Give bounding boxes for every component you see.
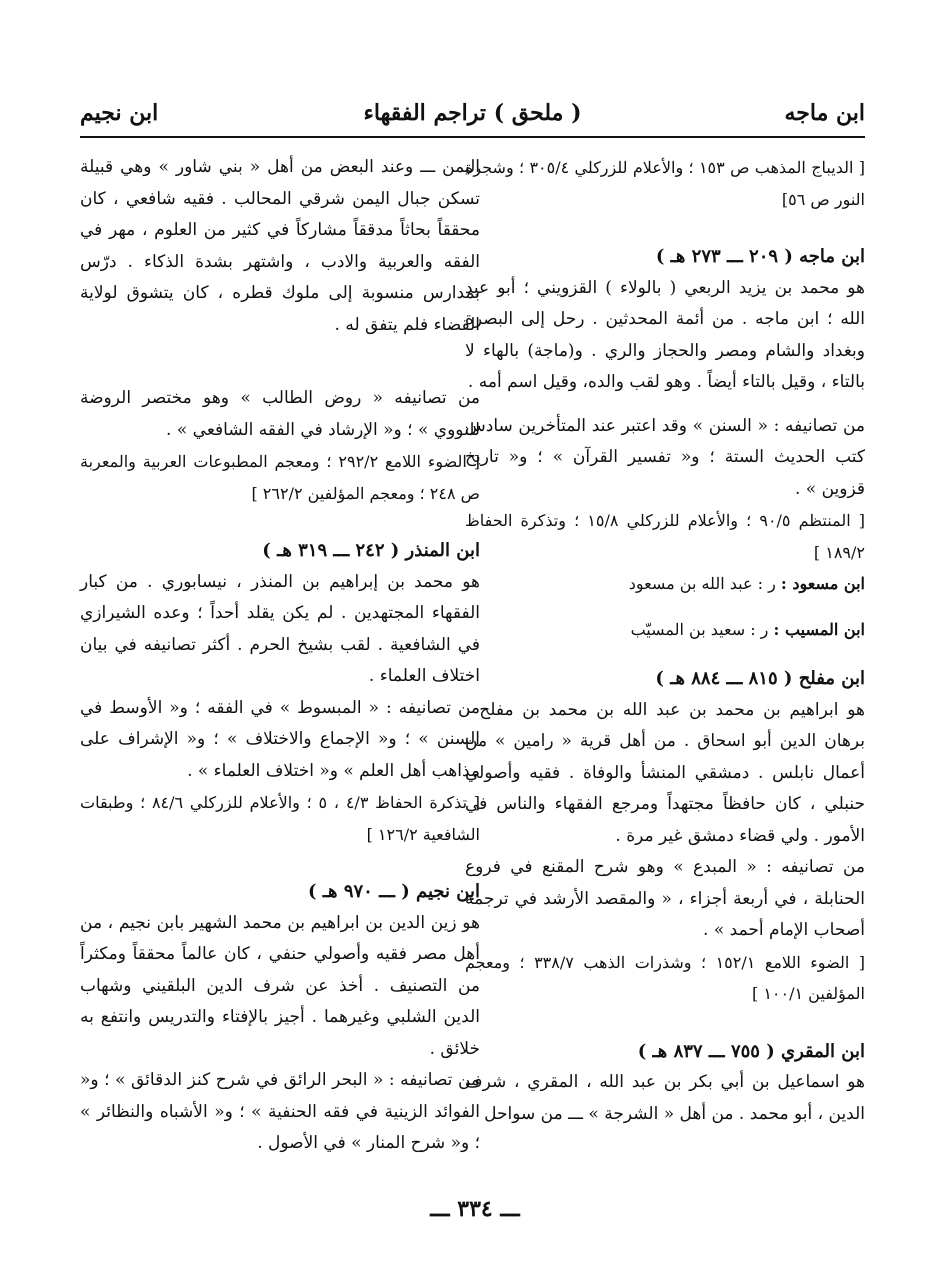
entry-bio-ibn-muqri: هو اسماعيل بن أبي بكر بن عبد الله ، المقري ، شرف الدين ، أبو محمد . من أهل « الشرجة » ـــ من سواحل — [465, 1072, 865, 1124]
entry-works-ibn-muflih: من تصانيفه : « المبدع » وهو شرح المقنع في فروع الحنابلة ، في أربعة أجزاء ، « والمقصد الأرشد في ترجمة أصحاب الإمام أحمد » . — [465, 857, 865, 940]
entry-works-ibn-mundhir: من تصانيفه : « المبسوط » في الفقه ؛ و« الأوسط في السنن » ؛ و« الإجماع والاختلاف » ؛ و« الإشراف على مذاهب أهل العلم » و« اختلاف العلماء » . — [80, 697, 480, 781]
header-center-title: ( ملحق ) تراجم الفقهاء — [363, 100, 582, 126]
cross-reference-ibn-musayyib — [465, 614, 865, 646]
xref-name: ابن المسيب : — [773, 619, 865, 639]
entry-ref-ibn-muqri: [ الضوء اللامع ٢٩٢/٢ ؛ ومعجم المطبوعات العربية والمعربة ص ٢٤٨ ؛ ومعجم المؤلفين ٢٦٢/٢ ] — [80, 452, 480, 503]
entry-continuation: اليمن ـــ وعند البعض من أهل « بني شاور » وهي قبيلة تسكن جبال اليمن شرقي المحالب . فقيه شافعي ، كان محققاً بحاثاً مدققاً مشاركاً في كثير من العلوم ، مهر في الفقه والعربية والادب ، واشتهر بشدة الذكاء . درّس بمدارس منسوبة إلى ملوك قطره ، كان يتشوق لولاية القضاء فلم يتفق له . — [80, 157, 480, 335]
entry-works-ibn-nujaym: من تصانيفه : « البحر الرائق في شرح كنز الدقائق » ؛ و« الفوائد الزينية في فقه الحنفية » ؛ و« الأشباه والنظائر » ؛ و« شرح المنار » في الأصول . — [80, 1070, 480, 1153]
entry-bio-ibn-majah: هو محمد بن يزيد الربعي ( بالولاء ) القزويني ؛ أبو عبد الله ؛ ابن ماجه . من أئمة المحدثين . رحل إلى البصرة وبغداد والشام ومصر والحجاز والري . و(ماجة) بالهاء لا بالتاء ، وقيل بالتاء أيضاً . وهو لقب والده، وقيل اسم أمه . — [465, 277, 865, 392]
entry-title-ibn-nujaym: ابن نجيم ( ـــ ٩٧٠ هـ ) — [308, 881, 480, 902]
right-column — [465, 152, 865, 1130]
xref-name: ابن مسعود : — [780, 574, 865, 593]
left-column — [80, 152, 480, 1160]
entry-works-ibn-muqri: من تصانيفه « روض الطالب » وهو مختصر الروضة للنووي » ؛ و« الإرشاد في الفقه الشافعي » . — [80, 388, 480, 440]
reference-note: [ الديباج المذهب ص ١٥٣ ؛ والأعلام للزركلي ٣٠٥/٤ ؛ وشجرة النور ص ٥٦] — [465, 158, 866, 209]
page-number: ـــ ٣٣٤ ـــ — [430, 1196, 520, 1222]
entry-bio-ibn-nujaym: هو زين الدين بن ابراهيم بن محمد الشهير بابن نجيم ، من أهل مصر فقيه وأصولي حنفي ، كان عالماً محققاً ومكثراً من التصنيف . أخذ عن شرف الدين البلقيني وشهاب الدين الشلبي وغيرهما . أجيز بالإفتاء والتدريس وانتفع به خلائق . — [80, 912, 480, 1059]
entry-title-ibn-muflih: ابن مفلح ( ٨١٥ ـــ ٨٨٤ هـ ) — [655, 668, 865, 689]
entry-ref-ibn-mundhir: [ تذكرة الحفاظ ٤/٣ ، ٥ ؛ والأعلام للزركلي ٨٤/٦ ؛ وطبقات الشافعية ١٢٦/٢ ] — [80, 793, 481, 844]
entry-ref-ibn-majah: [ المنتظم ٩٠/٥ ؛ والأعلام للزركلي ١٥/٨ ؛ وتذكرة الحفاظ ١٨٩/٢ ] — [465, 511, 866, 562]
header-right-title: ابن ماجه — [784, 100, 865, 126]
xref-target: ر : عبد الله بن مسعود — [628, 574, 776, 593]
entry-works-ibn-majah: من تصانيفه : « السنن » وقد اعتبر عند المتأخرين سادس كتب الحديث الستة ؛ و« تفسير القرآن » ؛ و« تاريخ قزوين » . — [465, 415, 865, 499]
running-header — [80, 92, 865, 138]
entry-bio-ibn-mundhir: هو محمد بن إبراهيم بن المنذر ، نيسابوري . من كبار الفقهاء المجتهدين . لم يكن يقلد أحداً ؛ وعده الشيرازي في الشافعية . لقب بشيخ الحرم . أكثر تصانيفه في بيان اختلاف العلماء . — [80, 571, 480, 686]
xref-target: ر : سعيد بن المسيّب — [630, 619, 769, 639]
entry-ref-ibn-muflih: [ الضوء اللامع ١٥٢/١ ؛ وشذرات الذهب ٣٣٨/٧ ؛ ومعجم المؤلفين ١٠٠/١ ] — [465, 952, 866, 1003]
entry-title-ibn-majah: ابن ماجه ( ٢٠٩ ـــ ٢٧٣ هـ ) — [655, 246, 865, 267]
entry-title-ibn-mundhir: ابن المنذر ( ٢٤٢ ـــ ٣١٩ هـ ) — [262, 540, 480, 561]
entry-bio-ibn-muflih: هو ابراهيم بن محمد بن عبد الله بن محمد بن مفلح ، برهان الدين أبو اسحاق . من أهل قرية « رامين » من أعمال نابلس . دمشقي المنشأ والوفاة . فقيه وأصولي حنبلي ، كان حافظاً مجتهداً ومرجع الفقهاء والناس في الأمور . ولي قضاء دمشق غير مرة . — [465, 699, 865, 846]
cross-reference-ibn-masud — [465, 568, 865, 600]
entry-title-ibn-muqri: ابن المقري ( ٧٥٥ ـــ ٨٣٧ هـ ) — [637, 1040, 865, 1062]
header-left-title: ابن نجيم — [80, 100, 159, 126]
